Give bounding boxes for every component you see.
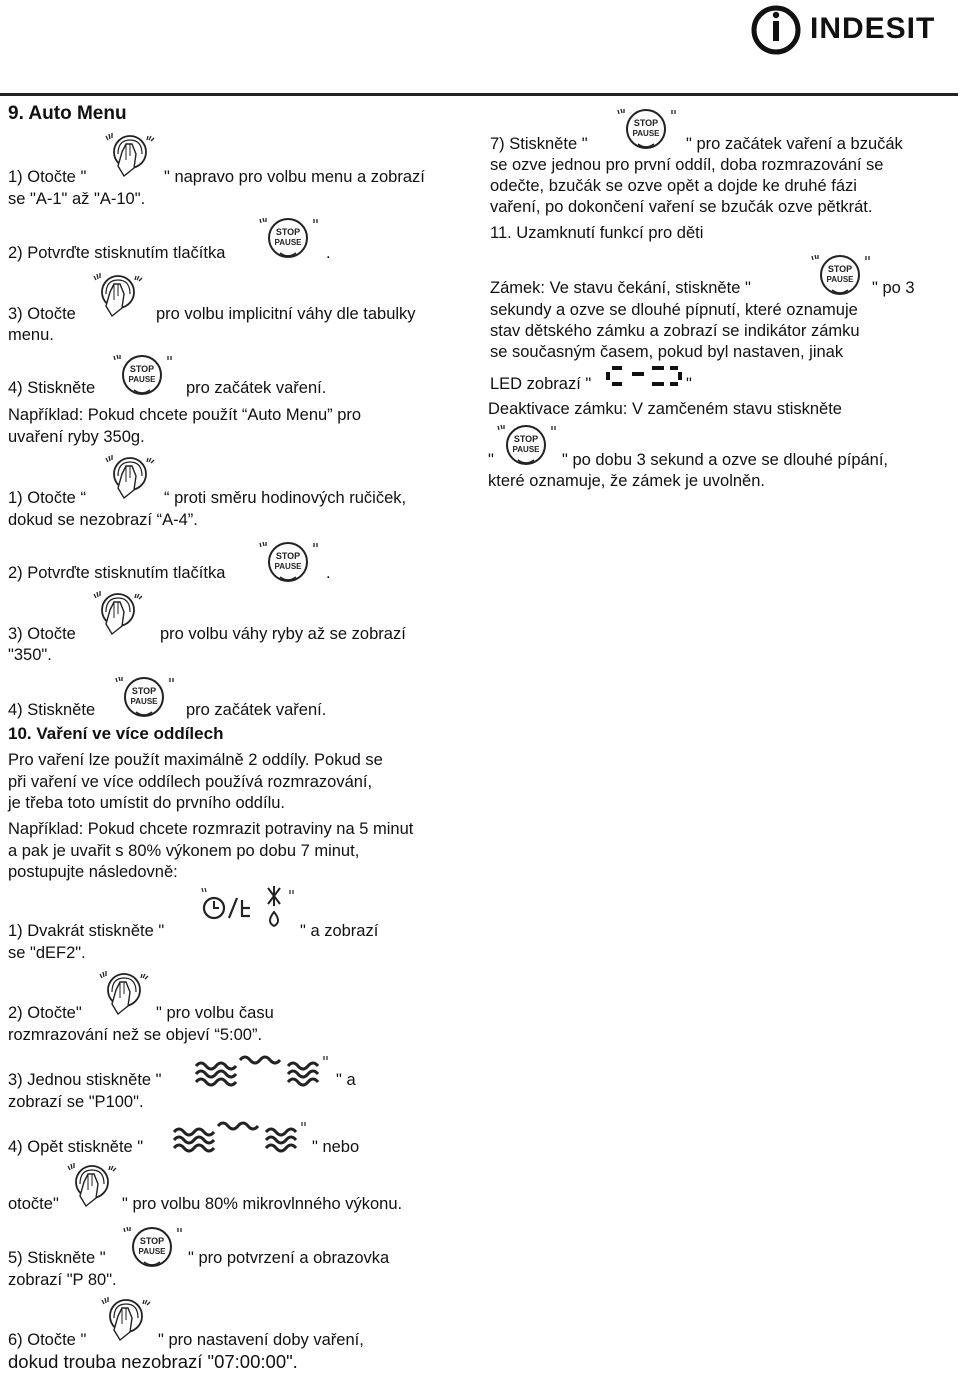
lock-line-1a: Zámek: Ve stavu čekání, stiskněte "	[490, 279, 751, 297]
unlock-line-3: které oznamuje, že zámek je uvolněn.	[488, 472, 765, 490]
microwave-power-icon	[192, 1052, 332, 1092]
ex-step4-b: pro začátek vaření.	[186, 701, 327, 719]
stop-pause-icon	[258, 537, 322, 585]
defrost-icon	[198, 884, 298, 936]
brand-name: INDESIT	[810, 12, 936, 45]
m-step6-b: " pro nastavení doby vaření,	[158, 1331, 364, 1349]
ex-step3-b: pro volbu váhy ryby až se zobrazí	[160, 625, 406, 643]
stop-pause-icon	[810, 250, 874, 298]
microwave-power-icon	[170, 1118, 310, 1158]
knob-icon	[100, 1294, 156, 1344]
unlock-line-2a: "	[488, 451, 494, 469]
s9-step1-c: se "A-1" až "A-10".	[8, 190, 146, 208]
r-step7-b: " pro začátek vaření a bzučák	[686, 135, 903, 153]
m-step5-b: " pro potvrzení a obrazovka	[188, 1249, 390, 1267]
indesit-logo-icon	[750, 4, 804, 56]
ex-step4-a: 4) Stiskněte	[8, 701, 96, 719]
m-step1-c: se "dEF2".	[8, 944, 86, 962]
section-9-title: 9. Auto Menu	[8, 103, 127, 124]
m-step6-c: dokud trouba nezobrazí "07:00:00".	[8, 1351, 298, 1372]
m-step2-b: " pro volbu času	[156, 1004, 274, 1022]
m-step3-b: " a	[336, 1071, 356, 1089]
example-line-2: uvaření ryby 350g.	[8, 428, 145, 446]
s10-para-5: a pak je uvařit s 80% výkonem po dobu 7 minut,	[8, 842, 360, 860]
m-step4-d: " pro volbu 80% mikrovlnného výkonu.	[122, 1195, 403, 1213]
s9-step1-a: 1) Otočte "	[8, 168, 87, 186]
m-step1-b: " a zobrazí	[300, 922, 379, 940]
lock-display-icon	[604, 364, 684, 388]
header-rule	[0, 93, 958, 96]
m-step5-c: zobrazí "P 80".	[8, 1271, 117, 1289]
m-step4-a: 4) Opět stiskněte "	[8, 1138, 144, 1156]
m-step5-a: 5) Stiskněte "	[8, 1249, 106, 1267]
r-step7-e: vaření, po dokončení vaření se bzučák ozve pětkrát.	[490, 198, 873, 216]
s10-para-2: při vaření ve více oddílech používá rozmrazování,	[8, 773, 373, 791]
knob-icon	[66, 1160, 122, 1210]
stop-pause-icon	[616, 104, 680, 152]
stop-pause-icon	[114, 672, 178, 720]
ex-step1-b: “ proti směru hodinových ručiček,	[164, 489, 407, 507]
ex-step1-c: dokud se nezobrazí “A-4”.	[8, 511, 198, 529]
ex-step1-a: 1) Otočte “	[8, 489, 86, 507]
ex-step3-c: "350".	[8, 646, 52, 664]
unlock-line-2b: " po dobu 3 sekund a ozve se dlouhé pípání,	[562, 451, 889, 469]
knob-icon	[92, 270, 148, 320]
unlock-line-1: Deaktivace zámku: V zamčeném stavu stiskněte	[488, 400, 842, 418]
s9-step1-b: " napravo pro volbu menu a zobrazí	[164, 168, 425, 186]
lock-line-1b: " po 3	[872, 279, 915, 297]
knob-icon	[104, 452, 160, 502]
lock-line-2: sekundy a ozve se dlouhé pípnutí, které oznamuje	[490, 301, 858, 319]
knob-icon	[92, 588, 148, 638]
m-step3-a: 3) Jednou stiskněte "	[8, 1071, 162, 1089]
stop-pause-icon	[258, 213, 322, 261]
m-step6-a: 6) Otočte "	[8, 1331, 87, 1349]
s9-step3-c: menu.	[8, 326, 54, 344]
s9-step3-b: pro volbu implicitní váhy dle tabulky	[156, 305, 416, 323]
s10-para-3: je třeba toto umístit do prvního oddílu.	[8, 794, 285, 812]
example-line-1: Například: Pokud chcete použít “Auto Menu” pro	[8, 406, 362, 424]
s9-step3-a: 3) Otočte	[8, 305, 76, 323]
r-step7-d: odečte, bzučák se ozve opět a dojde ke druhé fázi	[490, 177, 857, 195]
knob-icon	[104, 130, 160, 180]
s9-step2: 2) Potvrďte stisknutím tlačítka	[8, 244, 226, 262]
stop-pause-icon	[112, 350, 176, 398]
lock-line-3: stav dětského zámku a zobrazí se indikátor zámku	[490, 322, 860, 340]
m-step4-b: " nebo	[312, 1138, 360, 1156]
ex-step3-a: 3) Otočte	[8, 625, 76, 643]
stop-pause-icon	[122, 1222, 186, 1270]
r-step7-c: se ozve jednou pro první oddíl, doba rozmrazování se	[490, 156, 884, 174]
section-10-title: 10. Vaření ve více oddílech	[8, 724, 224, 743]
stop-pause-icon	[496, 420, 560, 468]
section-11-title: 11. Uzamknutí funkcí pro děti	[490, 224, 704, 242]
led-line-a: LED zobrazí "	[490, 375, 592, 393]
knob-icon	[98, 968, 154, 1018]
m-step3-c: zobrazí se "P100".	[8, 1093, 144, 1111]
s10-para-1: Pro vaření lze použít maximálně 2 oddíly. Pokud se	[8, 751, 383, 769]
m-step1-a: 1) Dvakrát stiskněte "	[8, 922, 165, 940]
r-step7-a: 7) Stiskněte "	[490, 135, 588, 153]
s10-para-6: postupujte následovně:	[8, 863, 178, 881]
lock-line-4: se současným časem, pokud byl nastaven, jinak	[490, 343, 844, 361]
s9-step4-b: pro začátek vaření.	[186, 379, 327, 397]
m-step4-c: otočte"	[8, 1195, 59, 1213]
ex-step2: 2) Potvrďte stisknutím tlačítka	[8, 564, 226, 582]
s9-step2-dot: .	[326, 244, 331, 262]
ex-step2-dot: .	[326, 564, 331, 582]
s10-para-4: Například: Pokud chcete rozmrazit potraviny na 5 minut	[8, 820, 414, 838]
s9-step4-a: 4) Stiskněte	[8, 379, 96, 397]
indesit-logo	[750, 0, 950, 56]
m-step2-a: 2) Otočte"	[8, 1004, 82, 1022]
m-step2-c: rozmrazování než se objeví “5:00”.	[8, 1026, 263, 1044]
led-line-b: "	[686, 375, 692, 393]
